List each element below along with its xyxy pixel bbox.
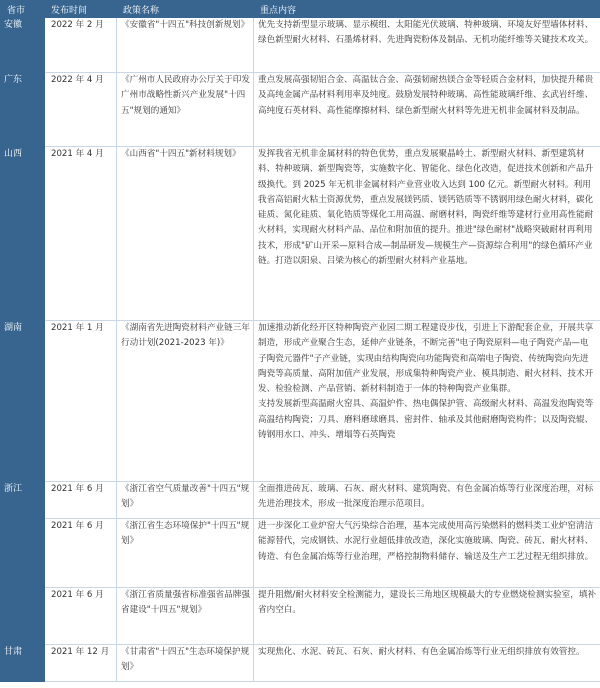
content-cell [254,73,600,147]
table-row [1,482,600,519]
policy-cell: 《广州市人民政府办公厅关于印发广州市战略性新兴产业发展"十四五"规划的通知》 [117,73,254,147]
date-cell: 2021 年 12 月 [45,645,117,682]
table-row [1,588,600,645]
date-cell: 2021 年 1 月 [45,321,117,482]
province-cell: 浙江 [1,482,45,645]
date-cell: 2021 年 6 月 [45,482,117,519]
date-cell: 2021 年 6 月 [45,519,117,588]
content-cell [254,519,600,588]
province-cell: 湖南 [1,321,45,482]
content-paragraph: 进一步深化工业炉窑大气污染综合治理，基本完成使用高污染燃料的燃料类工业炉窑清洁能源替代，完成钢铁、水泥行业超低排放改造，深化实施玻璃、陶瓷、砖瓦、耐火材料、铸造、有色金属冶炼等行业治理，严格控制物料储存、输送及生产工艺过程无组织排放。 [258,521,594,562]
table-row [1,18,600,73]
date-cell: 2021 年 6 月 [45,588,117,645]
policy-cell: 《浙江省空气质量改善"十四五"规划》 [117,482,254,519]
date-cell: 2021 年 4 月 [45,147,117,321]
content-paragraph: 实现焦化、水泥、砖瓦、石灰、耐火材料、有色金属冶炼等行业无组织排放有效管控。 [258,647,585,657]
policy-cell: 《甘肃省"十四五"生态环境保护规划》 [117,645,254,682]
content-cell [254,482,600,519]
header-date: 发布时间 [45,1,117,18]
table-row [1,73,600,147]
content-cell [254,18,600,73]
header-policy: 政策名称 [117,1,254,18]
policy-cell: 《安徽省"十四五"科技创新规划》 [117,18,254,73]
content-paragraph: 提升阻燃/耐火材料安全检测能力，建设长三角地区规模最大的专业燃烧检测实验室，填补省内空白。 [258,590,597,616]
content-paragraph: 加速推动新化经开区特种陶瓷产业园二期工程建设步伐，引进上下游配套企业，开展共享制造，形成产业聚合生态，延伸产业链条，不断完善"电子陶瓷原料—电子陶瓷产品—电子陶瓷元器件"子产业链，实现由结构陶瓷向功能陶瓷和高端电子陶瓷、传统陶瓷向先进陶瓷等高质量、高附加值产业发展，形成集特种陶瓷产业、模具制造、耐火材料、技术开发、检验检测、产品营销、新材料制造于一体的特种陶瓷产业集群。 [258,323,594,395]
content-paragraph: 优先支持新型显示玻璃、显示模组、太阳能光伏玻璃、特种玻璃、环境友好型墙体材料、绿色新型耐火材料、石墨烯材料、先进陶瓷粉体及制品、无机功能纤维等关键技术攻关。 [258,20,594,46]
policy-cell: 《浙江省质量强省标准强省品牌强省建设"十四五"规划》 [117,588,254,645]
policy-cell: 《浙江省生态环境保护"十四五"规划》 [117,519,254,588]
date-cell: 2022 年 4 月 [45,73,117,147]
province-cell: 安徽 [1,18,45,73]
province-cell: 广东 [1,73,45,147]
header-content: 重点内容 [254,1,600,18]
policy-cell: 《山西省"十四五"新材料规划》 [117,147,254,321]
table-header-row [1,1,600,18]
content-cell [254,321,600,482]
table-row [1,519,600,588]
table-row [1,321,600,482]
province-cell: 甘肃 [1,645,45,682]
content-cell [254,147,600,321]
content-paragraph: 发挥我省无机非金属材料的特色优势，重点发展聚晶岭土、新型耐火材料、新型建筑材料、特种玻璃、新型陶瓷等，实施数字化、智能化、绿色化改造，促进技术创新和产品升级换代。到 2025 年无机非金属材料产业营业收入达到 100 亿元。新型耐火材料。利用我省高铝耐火粘土资源优势，重点发展镁钙质、镁钙锆质等不锈钢用绿色耐火材料，碳化硅质、氮化硅质、氧化锆质等煤化工用高温、耐磨材料，陶瓷纤维等建材行业用高性能耐火材料，实现耐火材料产品、品位和附加值的提升。推进"绿色耐材"战略突破耐材再利用技术，形成"矿山开采—原料合成—制品研发—规模生产—资源综合利用"的绿色循环产业链。打造以阳泉、吕梁为核心的新型耐火材料产业基地。 [258,149,594,267]
content-cell [254,588,600,645]
content-paragraph: 全面推进砖瓦、玻璃、石灰、耐火材料、建筑陶瓷、有色金属冶炼等行业深度治理，对标先进治理技术，形成一批深度治理示范项目。 [258,484,594,510]
content-paragraph: 重点发展高强韧铝合金、高温钛合金、高强韧耐热镁合金等轻质合金材料，加快提升稀贵及高纯金属产品材料利用率及纯度。鼓励发展特种玻璃、高性能玻璃纤维、玄武岩纤维、高纯度石英材料、高性能摩擦材料、绿色新型耐火材料等先进无机非金属材料及制品。 [258,75,594,116]
content-paragraph: 支持发展新型高温耐火窑具、高温炉件、热电偶保护管、高级耐火材料、高温发泡陶瓷等高温结构陶瓷；刀具、磨料磨球磨具、密封件、轴承及其他耐磨陶瓷构件；以及陶瓷辊、铸钢用水口、冲头、增塌等石英陶瓷 [258,399,594,441]
table-row [1,645,600,682]
table-row [1,147,600,321]
province-cell: 山西 [1,147,45,321]
date-cell: 2022 年 2 月 [45,18,117,73]
header-province: 省市 [1,1,45,18]
policy-cell: 《湖南省先进陶瓷材料产业链三年行动计划(2021-2023 年)》 [117,321,254,482]
content-cell [254,645,600,682]
